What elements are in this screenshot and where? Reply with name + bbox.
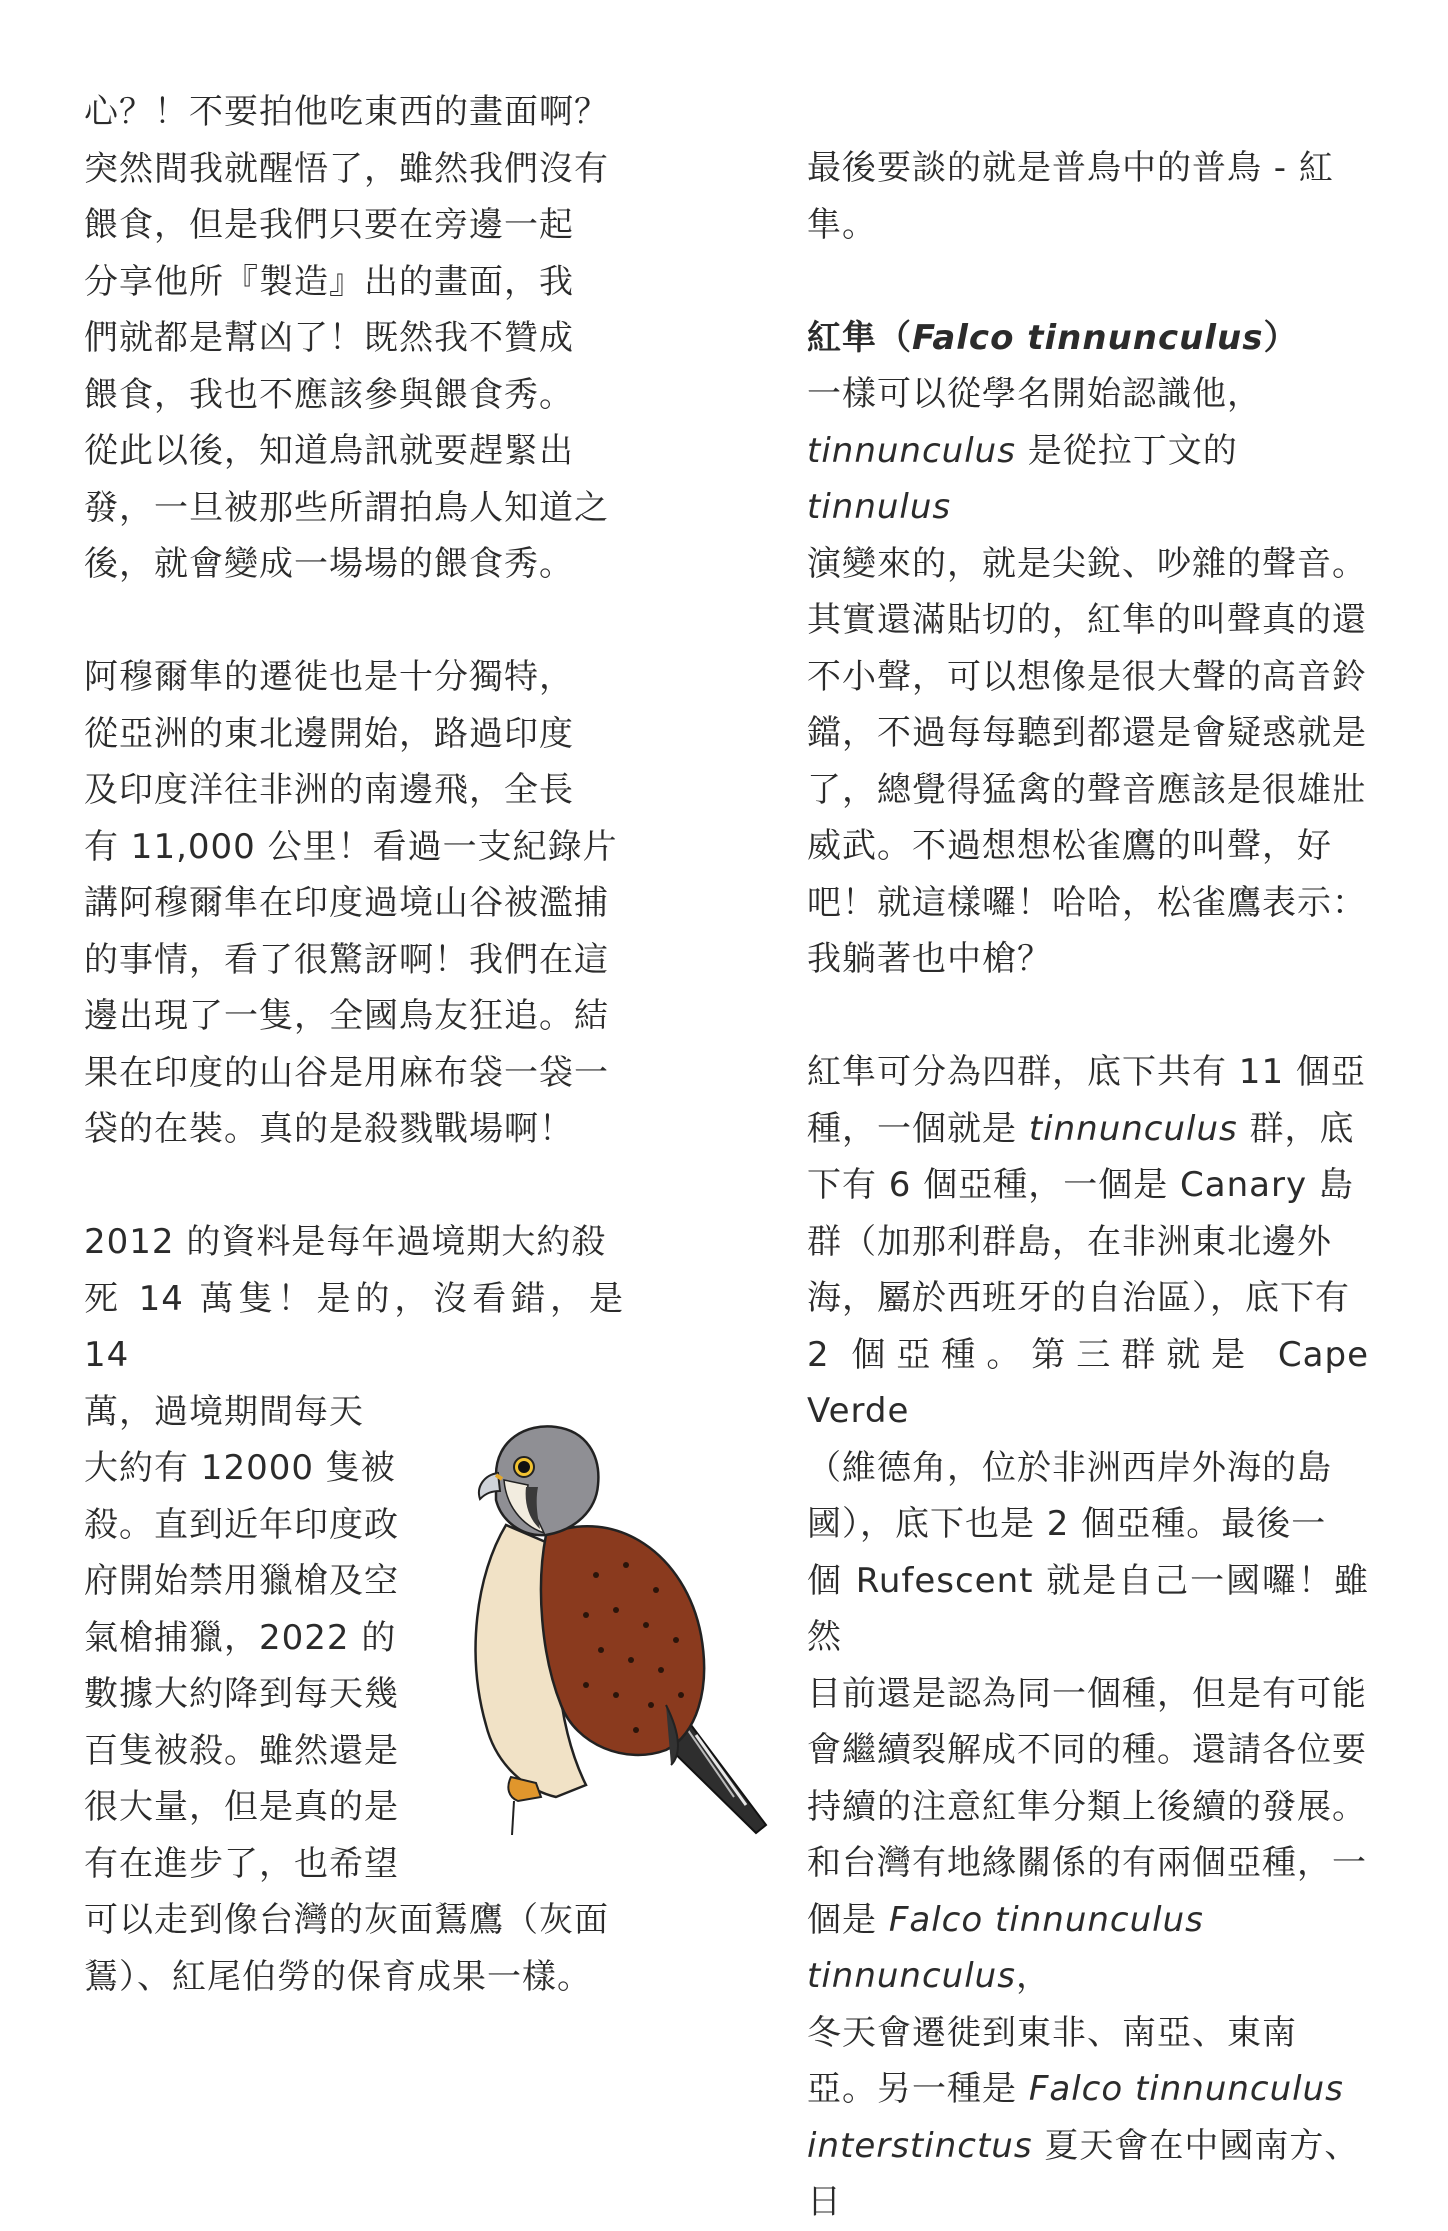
text-span: 是從拉丁文的	[1015, 430, 1238, 471]
text-line: 下有 6 個亞種，一個是 Canary 島	[807, 1165, 1354, 1205]
text-line: 氣槍捕獵，2022 的	[84, 1617, 397, 1658]
text-line	[807, 423, 1369, 536]
text-line: 從亞洲的東北邊開始，路過印度	[84, 713, 574, 754]
text-line: 會繼續裂解成不同的種。還請各位要	[807, 1730, 1367, 1770]
section-heading	[807, 310, 1369, 367]
text-line: 有在進步了，也希望	[84, 1843, 399, 1884]
latin-term: tinnunculus	[1028, 1108, 1238, 1149]
text-line: 分享他所『製造』出的畫面，我	[84, 261, 574, 302]
text-line: 萬，過境期間每天	[84, 1391, 364, 1432]
text-line	[807, 1101, 1369, 1158]
text-line: 2012 的資料是每年過境期大約殺	[84, 1222, 607, 1262]
paragraph-amur-migration	[84, 649, 624, 1158]
text-line: 其實還滿貼切的，紅隼的叫聲真的還	[807, 600, 1367, 640]
text-line: 目前還是認為同一個種，但是有可能	[807, 1673, 1367, 1714]
latin-term: tinnunculus	[807, 430, 1016, 471]
text-line: 不小聲，可以想像是很大聲的高音鈴	[807, 656, 1367, 697]
text-line	[807, 2118, 1369, 2231]
text-line: 群（加那利群島，在非洲東北邊外	[807, 1221, 1332, 1262]
text-line: 百隻被殺。雖然還是	[84, 1730, 399, 1771]
text-span: 亞。另一種是	[807, 2069, 1029, 2109]
text-span: 種，一個就是	[807, 1108, 1029, 1149]
text-span: 個是	[807, 1899, 889, 1940]
text-line: 心？！不要拍他吃東西的畫面啊？	[84, 92, 609, 132]
text-line: 的事情，看了很驚訝啊！我們在這	[84, 939, 609, 980]
text-line: 果在印度的山谷是用麻布袋一袋一	[84, 1052, 609, 1093]
text-line: 海，屬於西班牙的自治區），底下有	[807, 1278, 1350, 1318]
text-line: （維德角，位於非洲西岸外海的島	[807, 1447, 1332, 1488]
text-line: 隼。	[807, 204, 877, 245]
text-line: 及印度洋往非洲的南邊飛，全長	[84, 770, 574, 810]
text-line: 2 個亞種。第三群就是 Cape Verde	[807, 1334, 1369, 1431]
text-span: 群，底	[1237, 1108, 1355, 1149]
paragraph-subspecies	[807, 1044, 1369, 2231]
text-line: 後，就會變成一場場的餵食秀。	[84, 544, 574, 584]
text-span: 夏天會在中國南方、日	[807, 2125, 1360, 2222]
text-line: 吧！就這樣囉！哈哈，松雀鷹表示：	[807, 882, 1367, 923]
text-line: 阿穆爾隼的遷徙也是十分獨特，	[84, 657, 574, 697]
text-line: 餵食，但是我們只要在旁邊一起	[84, 205, 574, 245]
text-line: 我躺著也中槍？	[807, 939, 1052, 979]
text-line: 大約有 12000 隻被	[84, 1448, 396, 1488]
text-line: 數據大約降到每天幾	[84, 1674, 399, 1714]
text-line: 府開始禁用獵槍及空	[84, 1561, 399, 1601]
heading-chinese: 紅隼（	[807, 317, 912, 358]
right-column	[807, 140, 1369, 2231]
text-line: 最後要談的就是普鳥中的普鳥 - 紅	[807, 148, 1334, 188]
text-line: 了，總覺得猛禽的聲音應該是很雄壯	[807, 769, 1367, 810]
text-line: 和台灣有地緣關係的有兩個亞種，一	[807, 1843, 1367, 1883]
latin-term: Falco tinnunculus	[1028, 2069, 1344, 2109]
text-line	[807, 1892, 1369, 2005]
text-span: ，	[1015, 1956, 1051, 1996]
kestrel-illustration	[466, 1405, 786, 1845]
text-line: 可以走到像台灣的灰面鵟鷹（灰面	[84, 1900, 609, 1940]
heading-close: ）	[1263, 317, 1299, 358]
text-line: 鵟）、紅尾伯勞的保育成果一樣。	[84, 1956, 592, 1997]
text-line: 殺。直到近年印度政	[84, 1504, 399, 1545]
text-line: 很大量，但是真的是	[84, 1787, 399, 1827]
paragraph-etymology	[807, 366, 1369, 988]
heading-latin: Falco tinnunculus	[912, 317, 1264, 358]
latin-term: Falco tinnunculus tinnunculus	[807, 1899, 1204, 1996]
text-line: 袋的在裝。真的是殺戮戰場啊！	[84, 1109, 574, 1149]
text-line: 持續的注意紅隼分類上後續的發展。	[807, 1786, 1367, 1827]
text-line: 講阿穆爾隼在印度過境山谷被濫捕	[84, 883, 609, 923]
text-line: 鐺，不過每每聽到都還是會疑惑就是	[807, 713, 1367, 753]
latin-term: tinnulus	[807, 487, 952, 527]
text-line: 紅隼可分為四群，底下共有 11 個亞	[807, 1052, 1366, 1092]
latin-term: interstinctus	[807, 2125, 1033, 2166]
text-line: 從此以後，知道鳥訊就要趕緊出	[84, 431, 574, 471]
text-line: 冬天會遷徙到東非、南亞、東南	[807, 2012, 1297, 2053]
text-line	[807, 2061, 1369, 2118]
text-line: 死 14 萬隻！是的，沒看錯，是 14	[84, 1278, 624, 1375]
paragraph-intro	[807, 140, 1369, 253]
text-line: 一樣可以從學名開始認識他，	[807, 374, 1262, 414]
paragraph-feeding	[84, 84, 624, 593]
text-line: 發，一旦被那些所謂拍鳥人知道之	[84, 487, 609, 528]
text-line: 突然間我就醒悟了，雖然我們沒有	[84, 148, 609, 189]
text-line: 有 11,000 公里！看過一支紀錄片	[84, 826, 618, 867]
text-line: 國），底下也是 2 個亞種。最後一	[807, 1504, 1327, 1544]
text-line: 餵食，我也不應該參與餵食秀。	[84, 374, 574, 415]
text-line: 們就都是幫凶了！既然我不贊成	[84, 318, 574, 358]
text-line: 個 Rufescent 就是自己一國囉！雖然	[807, 1560, 1369, 1657]
text-line: 威武。不過想想松雀鷹的叫聲，好	[807, 826, 1332, 866]
text-line: 邊出現了一隻，全國鳥友狂追。結	[84, 996, 609, 1036]
text-line: 演變來的，就是尖銳、吵雜的聲音。	[807, 543, 1367, 584]
